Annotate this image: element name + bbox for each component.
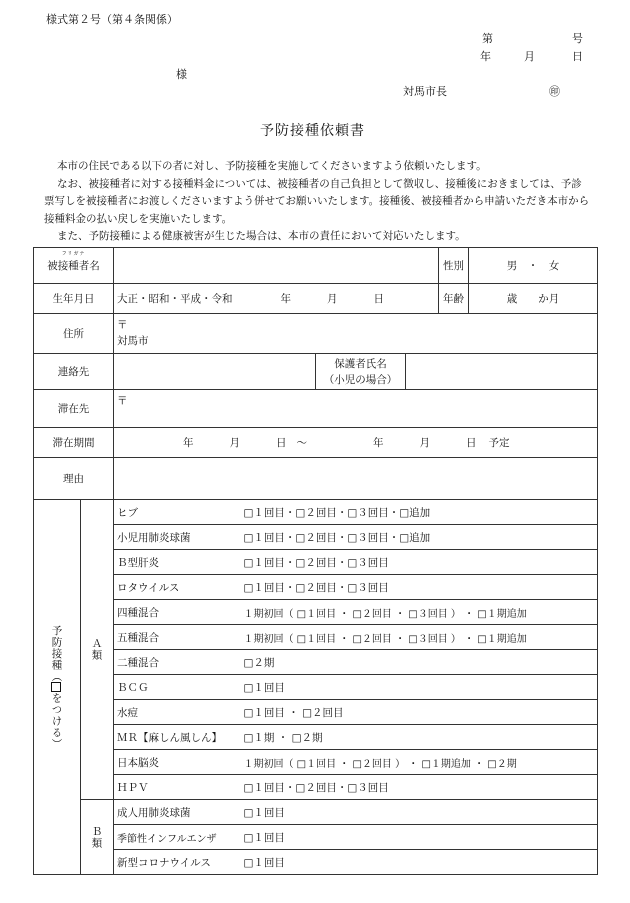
issuer: 対馬市長 [403, 85, 447, 98]
birth-day: 日 [373, 293, 384, 305]
vaccine-name: 日本脳炎 [114, 750, 241, 775]
class-b-label: Ｂ類 [90, 825, 103, 849]
vaccine-name: Ｂ型肝炎 [114, 550, 241, 575]
vaccine-options[interactable]: □１回目・□２回目・□３回目 [241, 575, 598, 600]
body-paragraph-3: また、予防接種による健康被害が生じた場合は、本市の責任において対応いたします。 [57, 230, 466, 242]
vaccine-row [34, 800, 598, 825]
check-note: をつける [50, 692, 63, 738]
period-from-year: 年 [183, 437, 194, 449]
vaccine-options[interactable]: □１期 ・ □２期 [241, 725, 598, 750]
period-to-day: 日 [466, 437, 477, 449]
reason-input[interactable] [114, 458, 598, 500]
request-form-table [33, 247, 598, 875]
period-to-year: 年 [373, 437, 384, 449]
date-day: 日 [572, 50, 583, 63]
seal-mark: ㊞ [549, 85, 560, 98]
reason-label: 理由 [34, 458, 114, 500]
vaccine-options[interactable]: １期初回（ □１回目 ・ □２回目 ・ □３回目 ） ・ □１期追加 [241, 600, 598, 625]
guardian-label: 保護者氏名 [334, 357, 387, 370]
vaccine-name: 水痘 [114, 700, 241, 725]
vaccine-options[interactable]: １期初回（ □１回目 ・ □２回目 ・ □３回目 ） ・ □１期追加 [241, 625, 598, 650]
vaccine-row [34, 725, 598, 750]
vaccine-row [34, 675, 598, 700]
vaccine-options[interactable]: □１回目 [241, 675, 598, 700]
vaccine-options[interactable]: □１回目 [241, 825, 598, 850]
vaccination-label-cell [34, 500, 81, 875]
vaccine-options[interactable]: □１回目 ・ □２回目 [241, 700, 598, 725]
body-paragraph-2: なお、被接種者に対する接種料金については、被接種者の自己負担として徴収し、接種後におきましては、予診票写しを被接種者にお渡しくださいますよう併せてお願いいたします。接種後、被接種者から申請いただき本市から接種料金の払い戻しを実施いたします。 [44, 177, 590, 225]
vaccine-row [34, 575, 598, 600]
vaccine-name: ヒブ [114, 500, 241, 525]
vaccine-row [34, 600, 598, 625]
address-city: 対馬市 [117, 335, 149, 347]
stay-postal-mark: 〒 [117, 395, 128, 407]
period-note: 予定 [488, 437, 510, 449]
number-dai: 第 [482, 32, 493, 45]
birth-input[interactable] [114, 284, 439, 314]
vaccine-options[interactable]: □１回目・□２回目・□３回目 [241, 550, 598, 575]
vaccine-options[interactable]: □１回目・□２回目・□３回目・□追加 [241, 500, 598, 525]
vaccine-row [34, 850, 598, 875]
vaccine-name: ＢＣＧ [114, 675, 241, 700]
body-paragraph-1: 本市の住民である以下の者に対し、予防接種を実施してくださいますよう依頼いたします。 [57, 160, 487, 172]
birth-eras: 大正・昭和・平成・令和 [117, 293, 233, 305]
contact-label: 連絡先 [34, 354, 114, 390]
guardian-note: （小児の場合） [323, 373, 398, 386]
name-label-text: 被接種者名 [47, 260, 100, 272]
vaccine-row [34, 650, 598, 675]
check-box-icon [51, 682, 61, 692]
name-furigana: フリガナ [61, 251, 86, 257]
address-postal-mark: 〒 [117, 319, 128, 331]
address-label: 住所 [34, 314, 114, 354]
vaccine-name: 季節性インフルエンザ [114, 825, 241, 850]
age-value[interactable]: 歳 か月 [469, 284, 598, 314]
stay-input[interactable] [114, 390, 598, 428]
period-separator: ～ [296, 437, 307, 449]
name-label [47, 251, 100, 273]
birth-label: 生年月日 [34, 284, 114, 314]
period-to-month: 月 [419, 437, 430, 449]
vaccine-row [34, 775, 598, 800]
vaccination-label-text: 予防接種 [50, 624, 63, 671]
vaccine-name: ＨＰＶ [114, 775, 241, 800]
vaccine-row [34, 525, 598, 550]
form-number: 様式第２号（第４条関係） [46, 13, 178, 26]
period-input[interactable] [114, 428, 598, 458]
vaccine-name: 五種混合 [114, 625, 241, 650]
vaccine-options[interactable]: □１回目・□２回目・□３回目・□追加 [241, 525, 598, 550]
address-input[interactable] [114, 314, 598, 354]
body-text [44, 158, 592, 246]
guardian-label-cell [316, 354, 406, 390]
vaccine-name: 二種混合 [114, 650, 241, 675]
name-label-cell [34, 248, 114, 284]
vaccine-row [34, 500, 598, 525]
contact-input[interactable] [114, 354, 316, 390]
guardian-input[interactable] [406, 354, 598, 390]
vaccine-options[interactable]: １期初回（ □１回目 ・ □２回目 ） ・ □１期追加 ・ □２期 [241, 750, 598, 775]
stay-label: 滞在先 [34, 390, 114, 428]
vaccine-row [34, 625, 598, 650]
vaccine-options[interactable]: □１回目・□２回目・□３回目 [241, 775, 598, 800]
sex-options[interactable]: 男 ・ 女 [469, 248, 598, 284]
vaccine-name: 四種混合 [114, 600, 241, 625]
period-from-month: 月 [229, 437, 240, 449]
vaccine-options[interactable]: □２期 [241, 650, 598, 675]
vaccine-name: ＭＲ【麻しん風しん】 [114, 725, 241, 750]
birth-month: 月 [327, 293, 338, 305]
vaccination-label: 予防接種（をつける） [50, 624, 63, 750]
vaccine-name: 新型コロナウイルス [114, 850, 241, 875]
vaccine-row [34, 825, 598, 850]
age-label: 年齢 [439, 284, 469, 314]
vaccine-options[interactable]: □１回目 [241, 850, 598, 875]
date-month: 月 [524, 50, 535, 63]
period-from-day: 日 [276, 437, 287, 449]
vaccine-options[interactable]: □１回目 [241, 800, 598, 825]
period-label: 滞在期間 [34, 428, 114, 458]
vaccine-name: ロタウイルス [114, 575, 241, 600]
vaccine-name: 成人用肺炎球菌 [114, 800, 241, 825]
class-a-cell [81, 500, 114, 800]
vaccine-row [34, 550, 598, 575]
date-year: 年 [480, 50, 491, 63]
vaccine-row [34, 700, 598, 725]
name-input[interactable] [114, 248, 439, 284]
addressee: 様 [176, 68, 187, 81]
page-title: 予防接種依頼書 [260, 123, 365, 139]
class-b-cell [81, 800, 114, 875]
class-a-label: Ａ類 [90, 638, 103, 661]
number-go: 号 [572, 32, 583, 45]
vaccine-name: 小児用肺炎球菌 [114, 525, 241, 550]
sex-label: 性別 [439, 248, 469, 284]
birth-year: 年 [280, 293, 291, 305]
vaccine-row [34, 750, 598, 775]
